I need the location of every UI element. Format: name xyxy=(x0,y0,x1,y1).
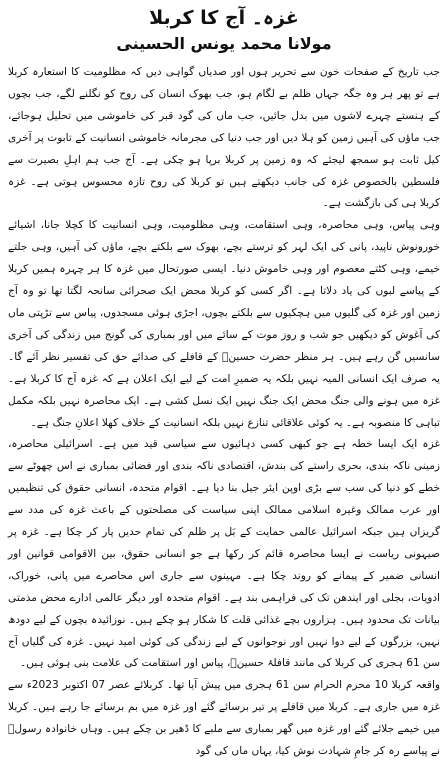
paragraph-3: غزہ ایک ایسا خطہ ہے جو کبھی کسی دہائیوں سے سیاسی قید میں ہے۔ اسرائیلی محاصرہ، زمینی ناکہ بندی، بحری راستے کی بندش، اقتصادی ناکہ بندی اور فضائی بمباری نے اس چھوٹے سے خطے کو دنیا کی سب سے بڑی اوپن ایئر جیل بنا دیا ہے۔ اقوام متحدہ، انسانی حقوق کی تنظیمیں اور عرب ممالک وغیرہ اسلامی ممالک اپنی سیاست کی مصلحتوں کے باعث غزہ کی مدد سے گریزاں ہیں جبکہ اسرائیل عالمی حمایت کے بَل پر ظلم کی تمام حدیں پار کر چکا ہے۔ غزہ پر صیہونی ریاست نے ایسا محاصرہ قائم کر رکھا ہے جو انسانی حقوق، بین الاقوامی قوانین اور انسانی ضمیر کے پیمانے کو روند چکا ہے۔ مہینوں سے جاری اس محاصرے میں پانی، خوراک، ادویات، بجلی اور ایندھن تک کی فراہمی بند ہے۔ اقوام متحدہ اور دیگر عالمی ادارے محض مذمتی بیانات تک محدود ہیں۔ ہزاروں بچے غذائی قلت کا شکار ہو چکے ہیں۔ نوزائیدہ بچوں کے لیے دودھ نہیں، بزرگوں کے لیے دوا نہیں اور نوجوانوں کے لیے زندگی کی کوئی امید نہیں۔ غزہ کی گلیاں آج سن 61 ہجری کی کربلا کی مانند قافلۂ حسینؓ، پیاس اور استقامت کی علامت بنی ہوئی ہیں۔ xyxy=(8,438,440,670)
paragraph-1: جب تاریخ کے صفحات خون سے تحریر ہوں اور صدیاں گواہی دیں کہ مظلومیت کا استعارہ کربلا ہے تو پھر ہر وہ جگہ جہاں ظلم بے لگام ہو، جب بھوک انسان کی روح کو نگلنے لگے، جب بچوں کے ہنستے چہرے لاشوں میں بدل جائیں، جب ماں کی گود قبر کی خاموشی میں تحلیل ہوجائے، جب ماؤں کی آہیں زمین کو ہلا دیں اور جب دنیا کی مجرمانہ خاموشی انسانیت کے تابوت پر آخری کیل ثابت ہو سمجھ لیجئے کہ وہ زمین پر کربلا برپا ہو چکی ہے۔ آج جب ہم اہلِ بصیرت سے فلسطین بالخصوص غزہ کی جانب دیکھتے ہیں تو کربلا کی روح تازہ محسوس ہوتی ہے۔ غزہ کربلا ہی کی بازگشت ہے۔ xyxy=(8,66,440,210)
paragraph-2: وہی پیاس، وہی محاصرہ، وہی استقامت، وہی مظلومیت، وہی انسانیت کا کچلا جانا، اشیائے خورونوش ناپید، پانی کی ایک لہر کو ترستے بچے، بھوک سے بلکتے بچے، ماؤں کی آہیں، وہی جلتے خیمے، وہی کٹتے معصوم اور وہی خاموش دنیا۔ ایسی صورتحال میں غزہ کا ہر چہرہ ہمیں کربلا کے پیاسے لبوں کی یاد دلاتا ہے۔ اگر کسی کو کربلا محض ایک صحرائی سانحہ لگتا تھا تو وہ آج زمین اور غزہ کی گلیوں میں ہچکیوں سے بلکتے بچوں، اجڑی ہوئی مسجدوں، پیاس سے تڑپتی ماں کی آغوش کو دیکھیں جو شب و روز موت کے سائے میں اور بمباری کی گونج میں زندگی کی آخری سانسیں گن رہے ہیں۔ ہر منظر حضرت حسینؓ کے قافلے کی صدائے حق کی تفسیر نظر آئے گا۔ یہ صرف ایک انسانی المیہ نہیں بلکہ یہ ضمیرِ امت کے لیے ایک اعلان ہے کہ غزہ آج کا کربلا ہے۔ غزہ میں ہونے والی جنگ محض ایک جنگ نہیں ایک نسل کشی ہے۔ ایک محاصرہ نہیں بلکہ مکمل تباہی کا منصوبہ ہے۔ یہ کوئی علاقائی تنازع نہیں بلکہ انسانیت کے خلاف کھلا اعلانِ جنگ ہے۔ xyxy=(8,219,440,429)
article-author: مولانا محمد یونس الحسینی xyxy=(116,34,332,53)
article-title: غزہ۔ آج کا کربلا xyxy=(149,7,299,29)
paragraph-4: واقعہ کربلا 10 محرم الحرام سن 61 ہجری میں پیش آیا تھا۔ کربلائے عصر 07 اکتوبر 2023ء سے غزہ میں جاری ہے۔ کربلا میں قافلے پر تیر برسائے گئے اور غزہ میں بم برسائے جا رہے ہیں۔ کربلا میں خیمے جلائے گئے اور غزہ میں گھر بمباری سے ملبے کا ڈھیر بن چکے ہیں۔ وہاں خانوادہ رسولؐ نے پیاسے رہ کر جامِ شہادت نوش کیا، یہاں ماں کی گود xyxy=(8,679,441,758)
